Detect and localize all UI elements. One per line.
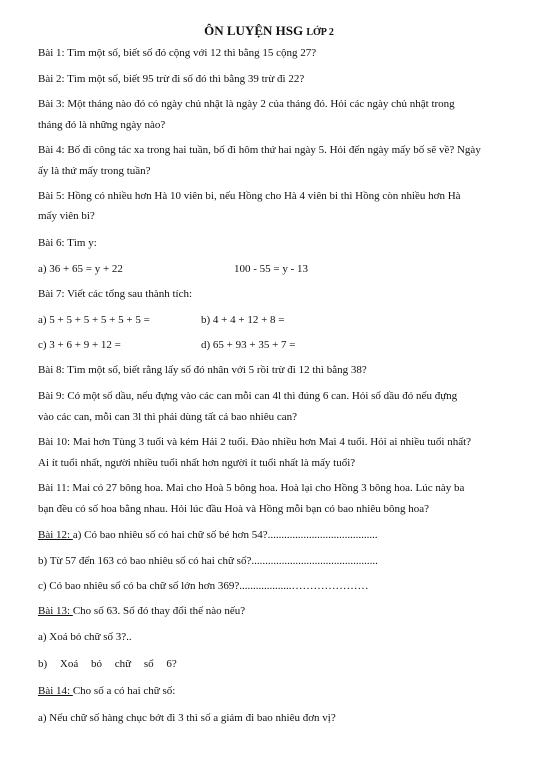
title-sub: LỚP 2 (306, 27, 334, 38)
problem-13-text: Cho số 63. Số đó thay đổi thế nào nếu? (72, 605, 246, 617)
problem-11-line-1: Bài 11: Mai có 27 bông hoa. Mai cho Hoà 5 bông hoa. Hoà lại cho Hồng 3 bông hoa. Lúc này ba (38, 482, 465, 494)
problem-8: Bài 8: Tìm một số, biết rằng lấy số đó nhân với 5 rồi trừ đi 12 thì bằng 38? (38, 364, 367, 376)
problem-10-line-1: Bài 10: Mai hơn Tùng 3 tuổi và kém Hải 2 tuổi. Đào nhiều hơn Mai 4 tuổi. Hỏi ai nhiều tuổi nhất? (38, 436, 472, 448)
problem-7-a: a) 5 + 5 + 5 + 5 + 5 + 5 = (38, 314, 150, 326)
problem-12-c: c) Có bao nhiêu số có ba chữ số lớn hơn 369?...................………………… (38, 580, 369, 592)
problem-7-c: c) 3 + 6 + 9 + 12 = (38, 339, 121, 351)
problem-11-line-2: bạn đều có số hoa bằng nhau. Hỏi lúc đầu Hoà và Hồng mỗi bạn có bao nhiêu bông hoa? (38, 503, 430, 515)
problem-12-a (38, 528, 378, 542)
problem-12-b: b) Từ 57 đến 163 có bao nhiêu số có hai chữ số?.............................................. (38, 555, 378, 567)
problem-13-b: b) Xoá bỏ chữ số 6? (38, 658, 177, 670)
problem-5-line-2: mấy viên bi? (38, 210, 95, 222)
problem-7: Bài 7: Viết các tổng sau thành tích: (38, 288, 193, 300)
problem-12-a-text: a) Có bao nhiêu số có hai chữ số bé hơn 54?........................................ (72, 529, 378, 541)
problem-5-line-1: Bài 5: Hồng có nhiều hơn Hà 10 viên bi, nếu Hồng cho Hà 4 viên bi thì Hồng còn nhiều hơn Hà (38, 190, 461, 202)
problem-3-line-1: Bài 3: Một tháng nào đó có ngày chủ nhật là ngày 2 của tháng đó. Hỏi các ngày chủ nhật trong (38, 98, 455, 110)
problem-9-line-2: vào các can, mỗi can 3l thì phải dùng tất cả bao nhiêu can? (38, 411, 298, 423)
problem-6-b: 100 - 55 = y - 13 (234, 263, 309, 275)
problem-14-label: Bài 14: (38, 685, 73, 697)
problem-1: Bài 1: Tìm một số, biết số đó cộng với 12 thì bằng 15 cộng 27? (38, 47, 317, 59)
problem-7-b: b) 4 + 4 + 12 + 8 = (201, 314, 285, 326)
problem-9-line-1: Bài 9: Có một số dầu, nếu đựng vào các can mỗi can 4l thì đúng 6 can. Hỏi số dầu đó nếu đựng (38, 390, 458, 402)
problem-14 (38, 684, 175, 698)
problem-6-a: a) 36 + 65 = y + 22 (38, 263, 123, 275)
problem-14-text: Cho số a có hai chữ số: (72, 685, 176, 697)
problem-4-line-2: ấy là thứ mấy trong tuần? (38, 165, 151, 177)
problem-7-d: d) 65 + 93 + 35 + 7 = (201, 339, 296, 351)
problem-3-line-2: tháng đó là những ngày nào? (38, 119, 166, 131)
title-main: ÔN LUYỆN HSG (204, 23, 304, 38)
page-title (0, 23, 538, 41)
problem-13 (38, 604, 245, 618)
problem-13-a: a) Xoá bỏ chữ số 3?.. (38, 631, 132, 643)
problem-12-label: Bài 12: (38, 529, 73, 541)
problem-14-a: a) Nếu chữ số hàng chục bớt đi 3 thì số a giảm đi bao nhiêu đơn vị? (38, 712, 336, 724)
problem-4-line-1: Bài 4: Bố đi công tác xa trong hai tuần, bố đi hôm thứ hai ngày 5. Hỏi đến ngày mấy bố sẽ về? Ngày (38, 144, 481, 156)
problem-13-label: Bài 13: (38, 605, 73, 617)
problem-10-line-2: Ai ít tuổi nhất, người nhiều tuổi nhất hơn người ít tuổi nhất là mấy tuổi? (38, 457, 356, 469)
problem-6: Bài 6: Tìm y: (38, 237, 97, 249)
problem-2: Bài 2: Tìm một số, biết 95 trừ đi số đó thì bằng 39 trừ đi 22? (38, 73, 305, 85)
